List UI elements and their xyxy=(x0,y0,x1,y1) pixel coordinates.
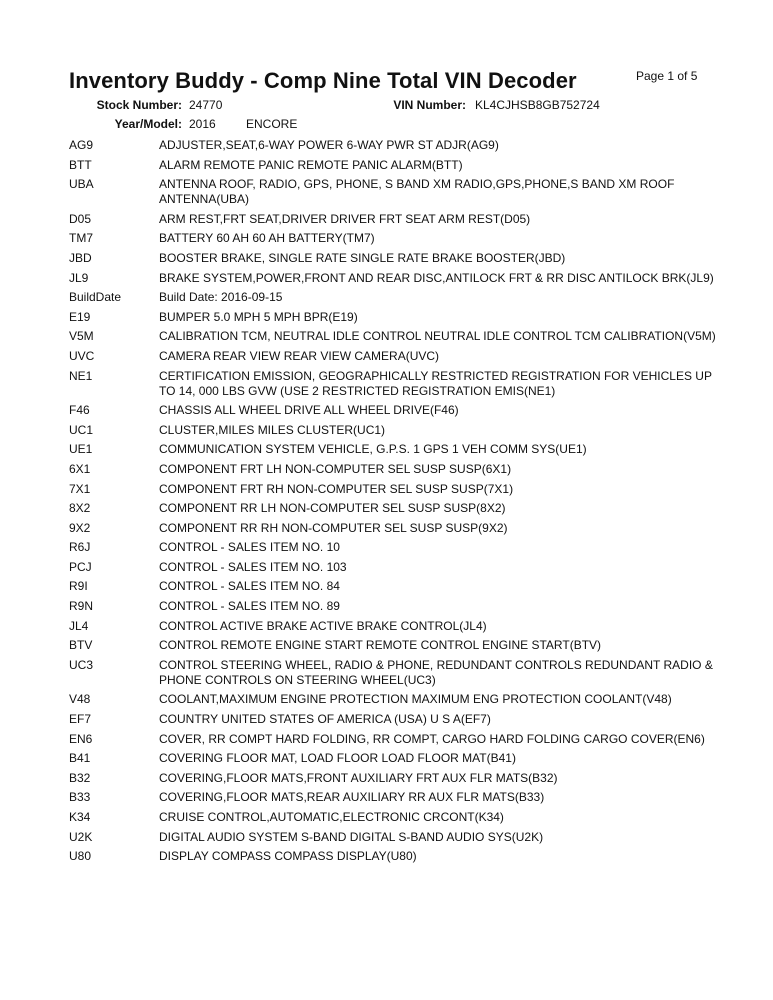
option-code: EF7 xyxy=(69,712,92,727)
stock-number-value: 24770 xyxy=(189,98,223,112)
option-code: F46 xyxy=(69,403,90,418)
option-code: JBD xyxy=(69,250,92,265)
option-description: DISPLAY COMPASS COMPASS DISPLAY(U80) xyxy=(159,849,417,864)
option-description: COUNTRY UNITED STATES OF AMERICA (USA) U S A(EF7) xyxy=(159,712,491,727)
option-code: 7X1 xyxy=(69,481,91,496)
option-row xyxy=(69,732,729,747)
option-description: BOOSTER BRAKE, SINGLE RATE SINGLE RATE BRAKE BOOSTER(JBD) xyxy=(159,250,566,265)
year-value: 2016 xyxy=(189,117,216,131)
option-description: COMMUNICATION SYSTEM VEHICLE, G.P.S. 1 GPS 1 VEH COMM SYS(UE1) xyxy=(159,442,587,457)
option-code: U2K xyxy=(69,829,93,844)
option-code: JL4 xyxy=(69,618,89,633)
vin-number-value: KL4CJHSB8GB752724 xyxy=(475,98,600,112)
option-row xyxy=(69,501,729,516)
option-description: COVER, RR COMPT HARD FOLDING, RR COMPT, CARGO HARD FOLDING CARGO COVER(EN6) xyxy=(159,731,705,746)
option-row xyxy=(69,751,729,766)
option-code-list xyxy=(69,138,729,869)
option-code: 9X2 xyxy=(69,520,91,535)
option-description: COMPONENT RR RH NON-COMPUTER SEL SUSP SUSP(9X2) xyxy=(159,520,508,535)
option-description: CHASSIS ALL WHEEL DRIVE ALL WHEEL DRIVE(F46) xyxy=(159,403,459,418)
option-row xyxy=(69,442,729,457)
option-code: UC1 xyxy=(69,422,94,437)
option-description: CONTROL - SALES ITEM NO. 84 xyxy=(159,579,340,594)
option-row xyxy=(69,560,729,575)
option-code: NE1 xyxy=(69,368,93,383)
option-code: JL9 xyxy=(69,270,89,285)
vin-number-label: VIN Number: xyxy=(393,98,466,112)
option-row xyxy=(69,462,729,477)
stock-number-label: Stock Number: xyxy=(96,98,182,112)
option-row xyxy=(69,692,729,707)
option-code: TM7 xyxy=(69,231,93,246)
option-code: B41 xyxy=(69,751,91,766)
option-code: EN6 xyxy=(69,731,93,746)
option-description: Build Date: 2016-09-15 xyxy=(159,290,283,305)
option-row xyxy=(69,290,729,305)
model-value: ENCORE xyxy=(246,117,298,131)
option-code: R9N xyxy=(69,599,94,614)
option-row xyxy=(69,712,729,727)
option-description: DIGITAL AUDIO SYSTEM S-BAND DIGITAL S-BAND AUDIO SYS(U2K) xyxy=(159,829,544,844)
option-row xyxy=(69,138,729,153)
option-code: BuildDate xyxy=(69,290,122,305)
option-description: COMPONENT RR LH NON-COMPUTER SEL SUSP SUSP(8X2) xyxy=(159,501,506,516)
option-code: R6J xyxy=(69,540,91,555)
option-row xyxy=(69,349,729,364)
option-code: R9I xyxy=(69,579,88,594)
option-row xyxy=(69,771,729,786)
option-row xyxy=(69,310,729,325)
option-code: 8X2 xyxy=(69,501,91,516)
option-description: ANTENNA ROOF, RADIO, GPS, PHONE, S BAND XM RADIO,GPS,PHONE,S BAND XM ROOF ANTENNA(UBA) xyxy=(159,177,675,207)
option-code: B33 xyxy=(69,790,91,805)
option-description: ALARM REMOTE PANIC REMOTE PANIC ALARM(BTT) xyxy=(159,157,463,172)
option-row xyxy=(69,849,729,864)
option-row xyxy=(69,403,729,418)
option-code: B32 xyxy=(69,770,91,785)
option-row xyxy=(69,521,729,536)
option-code: UBA xyxy=(69,177,94,192)
option-description: CONTROL - SALES ITEM NO. 10 xyxy=(159,540,340,555)
option-code: V5M xyxy=(69,329,94,344)
page-title: Inventory Buddy - Comp Nine Total VIN Decoder xyxy=(69,68,577,93)
year-model-label: Year/Model: xyxy=(114,117,182,131)
option-row xyxy=(69,271,729,286)
option-row xyxy=(69,579,729,594)
option-row xyxy=(69,638,729,653)
option-code: E19 xyxy=(69,309,91,324)
option-description: COVERING FLOOR MAT, LOAD FLOOR LOAD FLOOR MAT(B41) xyxy=(159,751,516,766)
option-description: CAMERA REAR VIEW REAR VIEW CAMERA(UVC) xyxy=(159,348,440,363)
option-description: BUMPER 5.0 MPH 5 MPH BPR(E19) xyxy=(159,309,358,324)
option-code: UC3 xyxy=(69,657,94,672)
option-description: BATTERY 60 AH 60 AH BATTERY(TM7) xyxy=(159,231,375,246)
option-description: CONTROL REMOTE ENGINE START REMOTE CONTROL ENGINE START(BTV) xyxy=(159,638,602,653)
option-row xyxy=(69,212,729,227)
option-description: COMPONENT FRT LH NON-COMPUTER SEL SUSP SUSP(6X1) xyxy=(159,461,512,476)
option-code: V48 xyxy=(69,692,91,707)
option-row xyxy=(69,329,729,344)
option-description: COVERING,FLOOR MATS,FRONT AUXILIARY FRT AUX FLR MATS(B32) xyxy=(159,770,558,785)
option-code: BTV xyxy=(69,638,93,653)
option-code: BTT xyxy=(69,157,92,172)
option-description: COVERING,FLOOR MATS,REAR AUXILIARY RR AUX FLR MATS(B33) xyxy=(159,790,545,805)
option-row xyxy=(69,158,729,173)
option-row xyxy=(69,369,729,399)
option-description: CONTROL - SALES ITEM NO. 89 xyxy=(159,599,340,614)
option-description: CONTROL - SALES ITEM NO. 103 xyxy=(159,559,347,574)
option-description: CALIBRATION TCM, NEUTRAL IDLE CONTROL NEUTRAL IDLE CONTROL TCM CALIBRATION(V5M) xyxy=(159,329,716,344)
option-row xyxy=(69,177,729,207)
option-code: D05 xyxy=(69,211,92,226)
option-row xyxy=(69,810,729,825)
option-row xyxy=(69,830,729,845)
option-row xyxy=(69,619,729,634)
page-number: Page 1 of 5 xyxy=(636,69,698,83)
option-description: BRAKE SYSTEM,POWER,FRONT AND REAR DISC,ANTILOCK FRT & RR DISC ANTILOCK BRK(JL9) xyxy=(159,270,714,285)
option-code: UVC xyxy=(69,348,95,363)
option-code: UE1 xyxy=(69,442,93,457)
option-row xyxy=(69,231,729,246)
option-description: COOLANT,MAXIMUM ENGINE PROTECTION MAXIMUM ENG PROTECTION COOLANT(V48) xyxy=(159,692,672,707)
option-row xyxy=(69,482,729,497)
option-description: CONTROL ACTIVE BRAKE ACTIVE BRAKE CONTROL(JL4) xyxy=(159,618,487,633)
option-description: ADJUSTER,SEAT,6-WAY POWER 6-WAY PWR ST ADJR(AG9) xyxy=(159,138,499,152)
option-description: COMPONENT FRT RH NON-COMPUTER SEL SUSP SUSP(7X1) xyxy=(159,481,514,496)
option-code: U80 xyxy=(69,849,92,864)
option-row xyxy=(69,599,729,614)
option-row xyxy=(69,251,729,266)
option-description: CLUSTER,MILES MILES CLUSTER(UC1) xyxy=(159,422,386,437)
option-description: CONTROL STEERING WHEEL, RADIO & PHONE, REDUNDANT CONTROLS REDUNDANT RADIO & PHONE CONTROLS ON STEERING WHEEL(UC3) xyxy=(159,657,713,687)
option-code: 6X1 xyxy=(69,461,91,476)
option-row xyxy=(69,423,729,438)
option-description: CRUISE CONTROL,AUTOMATIC,ELECTRONIC CRCONT(K34) xyxy=(159,810,504,824)
option-row xyxy=(69,540,729,555)
option-row xyxy=(69,658,729,688)
option-code: K34 xyxy=(69,810,91,824)
option-row xyxy=(69,790,729,805)
option-code: PCJ xyxy=(69,559,92,574)
option-code: AG9 xyxy=(69,138,94,152)
option-description: CERTIFICATION EMISSION, GEOGRAPHICALLY RESTRICTED REGISTRATION FOR VEHICLES UP TO 14, 000 LBS GVW (USE 2 RESTRICTED REGISTRATION EMIS(NE1) xyxy=(159,368,712,398)
option-description: ARM REST,FRT SEAT,DRIVER DRIVER FRT SEAT ARM REST(D05) xyxy=(159,211,531,226)
